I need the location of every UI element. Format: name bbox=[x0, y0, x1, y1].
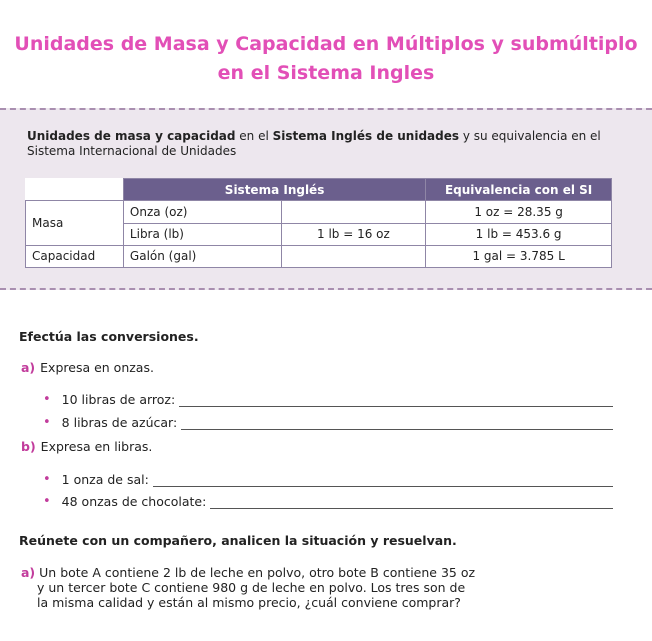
table-row bbox=[26, 201, 612, 223]
category-mass: Masa bbox=[26, 201, 124, 246]
intro-text bbox=[27, 129, 627, 159]
bullet-icon: • bbox=[43, 494, 51, 509]
list-item bbox=[43, 415, 613, 430]
table-row bbox=[26, 245, 612, 267]
table-corner-cell bbox=[26, 179, 124, 201]
part-b-text: Expresa en libras. bbox=[40, 439, 153, 454]
list-item bbox=[43, 494, 613, 509]
part-a-letter: a) bbox=[21, 360, 36, 375]
item-text: 48 onzas de chocolate: bbox=[61, 494, 207, 509]
bullet-icon: • bbox=[43, 415, 51, 430]
si-eq-pound: 1 lb = 453.6 g bbox=[426, 223, 612, 245]
intro-bold-1: Unidades de masa y capacidad bbox=[27, 129, 236, 143]
team-line1: Un bote A contiene 2 lb de leche en polvo, otro bote B contiene 35 oz bbox=[39, 565, 476, 580]
english-eq-gallon bbox=[281, 245, 426, 267]
part-a-label bbox=[21, 360, 154, 375]
part-b-label bbox=[21, 439, 152, 454]
list-item bbox=[43, 392, 613, 407]
answer-line[interactable] bbox=[153, 475, 613, 487]
unit-pound: Libra (lb) bbox=[123, 223, 281, 245]
item-text: 8 libras de azúcar: bbox=[61, 415, 178, 430]
item-text: 1 onza de sal: bbox=[61, 472, 149, 487]
answer-line[interactable] bbox=[179, 395, 613, 407]
intro-text-2: y su equivalencia en el Sistema Internacional de Unidades bbox=[27, 129, 601, 158]
team-line2: y un tercer bote C contiene 980 g de leche en polvo. Los tres son de bbox=[37, 580, 466, 595]
page-title-line1: Unidades de Masa y Capacidad en Múltiplos y submúltiplo bbox=[14, 33, 638, 55]
units-table bbox=[25, 178, 612, 268]
exercise-heading: Efectúa las conversiones. bbox=[19, 329, 199, 344]
english-eq-pound: 1 lb = 16 oz bbox=[281, 223, 426, 245]
team-letter: a) bbox=[21, 565, 36, 580]
table-header-row bbox=[26, 179, 612, 201]
intro-text-1: en el bbox=[235, 129, 273, 143]
list-item bbox=[43, 472, 613, 487]
intro-bold-2: Sistema Inglés de unidades bbox=[272, 129, 460, 143]
bullet-icon: • bbox=[43, 392, 51, 407]
part-a-text: Expresa en onzas. bbox=[40, 360, 154, 375]
bullet-icon: • bbox=[43, 472, 51, 487]
team-problem bbox=[21, 565, 621, 610]
header-english-system: Sistema Inglés bbox=[123, 179, 425, 201]
team-line3: la misma calidad y están al mismo precio, ¿cuál conviene comprar? bbox=[37, 595, 461, 610]
category-capacity: Capacidad bbox=[26, 245, 124, 267]
unit-ounce: Onza (oz) bbox=[123, 201, 281, 223]
si-eq-gallon: 1 gal = 3.785 L bbox=[426, 245, 612, 267]
part-b-letter: b) bbox=[21, 439, 36, 454]
answer-line[interactable] bbox=[210, 497, 613, 509]
team-heading: Reúnete con un compañero, analicen la situación y resuelvan. bbox=[19, 533, 457, 548]
si-eq-ounce: 1 oz = 28.35 g bbox=[426, 201, 612, 223]
header-si-equivalence: Equivalencia con el SI bbox=[426, 179, 612, 201]
page-title-line2: en el Sistema Ingles bbox=[217, 62, 435, 84]
unit-gallon: Galón (gal) bbox=[123, 245, 281, 267]
english-eq-ounce bbox=[281, 201, 426, 223]
item-text: 10 libras de arroz: bbox=[61, 392, 176, 407]
answer-line[interactable] bbox=[181, 418, 613, 430]
